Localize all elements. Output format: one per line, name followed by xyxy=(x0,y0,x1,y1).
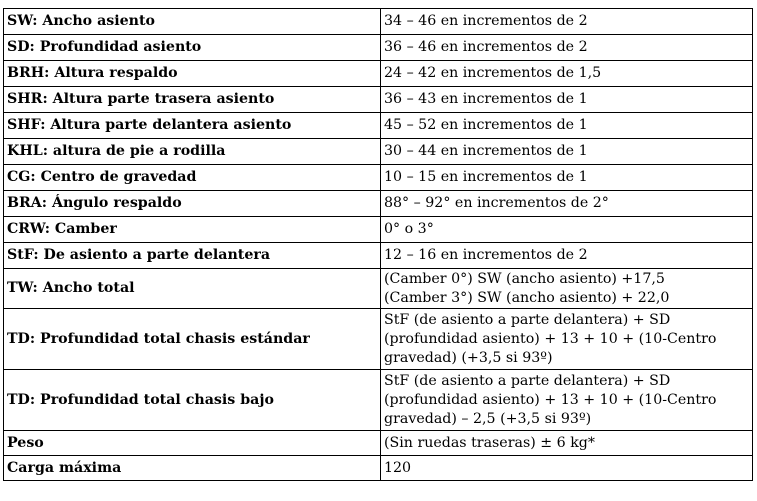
spec-value-line: 45 – 52 en incrementos de 1 xyxy=(384,117,588,133)
spec-name-sd: SD: Profundidad asiento xyxy=(4,35,381,61)
spec-value-td-low xyxy=(381,370,753,431)
spec-name-khl: KHL: altura de pie a rodilla xyxy=(4,139,381,165)
specifications-table xyxy=(3,8,753,481)
table-row xyxy=(4,87,753,113)
spec-value-max-load xyxy=(381,456,753,481)
table-row xyxy=(4,456,753,481)
spec-value-cg xyxy=(381,165,753,191)
table-row xyxy=(4,370,753,431)
spec-value-khl xyxy=(381,139,753,165)
spec-value-line: 36 – 46 en incrementos de 2 xyxy=(384,39,588,55)
spec-value-bra xyxy=(381,191,753,217)
table-row xyxy=(4,243,753,269)
spec-value-line: 34 – 46 en incrementos de 2 xyxy=(384,13,588,29)
spec-value-line: 120 xyxy=(384,459,412,476)
spec-name-crw: CRW: Camber xyxy=(4,217,381,243)
spec-value-line: StF (de asiento a parte delantera) + SD xyxy=(384,372,671,389)
spec-value-line: StF (de asiento a parte delantera) + SD xyxy=(384,311,671,328)
spec-value-line: 10 – 15 en incrementos de 1 xyxy=(384,169,588,185)
spec-value-line: gravedad) (+3,5 si 93º) xyxy=(384,349,553,366)
spec-name-shf: SHF: Altura parte delantera asiento xyxy=(4,113,381,139)
spec-value-shr xyxy=(381,87,753,113)
spec-value-line: (profundidad asiento) + 13 + 10 + (10-Centro xyxy=(384,330,717,347)
spec-value-line: 36 – 43 en incrementos de 1 xyxy=(384,91,588,107)
spec-name-bra: BRA: Ángulo respaldo xyxy=(4,191,381,217)
spec-name-brh: BRH: Altura respaldo xyxy=(4,61,381,87)
spec-value-line: (Camber 3°) SW (ancho asiento) + 22,0 xyxy=(384,289,670,306)
spec-name-cg: CG: Centro de gravedad xyxy=(4,165,381,191)
table-row xyxy=(4,9,753,35)
spec-name-max-load: Carga máxima xyxy=(4,456,381,481)
spec-value-line: (profundidad asiento) + 13 + 10 + (10-Centro xyxy=(384,391,717,408)
spec-name-stf: StF: De asiento a parte delantera xyxy=(4,243,381,269)
table-row xyxy=(4,217,753,243)
spec-value-sw xyxy=(381,9,753,35)
spec-name-shr: SHR: Altura parte trasera asiento xyxy=(4,87,381,113)
spec-value-line: (Camber 0°) SW (ancho asiento) +17,5 xyxy=(384,270,665,287)
table-row xyxy=(4,191,753,217)
spec-name-td-low: TD: Profundidad total chasis bajo xyxy=(4,370,381,431)
spec-value-weight xyxy=(381,431,753,456)
spec-value-tw xyxy=(381,269,753,309)
spec-value-line: (Sin ruedas traseras) ± 6 kg* xyxy=(384,434,595,451)
table-row xyxy=(4,431,753,456)
spec-name-tw: TW: Ancho total xyxy=(4,269,381,309)
table-row xyxy=(4,61,753,87)
spec-value-line: 88° – 92° en incrementos de 2° xyxy=(384,195,609,211)
spec-value-sd xyxy=(381,35,753,61)
spec-value-line: 12 – 16 en incrementos de 2 xyxy=(384,247,588,263)
spec-value-line: gravedad) – 2,5 (+3,5 si 93º) xyxy=(384,410,592,427)
spec-value-line: 24 – 42 en incrementos de 1,5 xyxy=(384,65,602,81)
table-row xyxy=(4,139,753,165)
table-row xyxy=(4,165,753,191)
spec-name-td-standard: TD: Profundidad total chasis estándar xyxy=(4,309,381,370)
spec-name-weight: Peso xyxy=(4,431,381,456)
table-row xyxy=(4,269,753,309)
spec-value-line: 30 – 44 en incrementos de 1 xyxy=(384,143,588,159)
spec-name-sw: SW: Ancho asiento xyxy=(4,9,381,35)
spec-value-shf xyxy=(381,113,753,139)
spec-value-stf xyxy=(381,243,753,269)
spec-value-brh xyxy=(381,61,753,87)
table-row xyxy=(4,35,753,61)
spec-value-td-standard xyxy=(381,309,753,370)
table-row xyxy=(4,309,753,370)
table-row xyxy=(4,113,753,139)
spec-value-crw xyxy=(381,217,753,243)
spec-value-line: 0° o 3° xyxy=(384,221,434,237)
